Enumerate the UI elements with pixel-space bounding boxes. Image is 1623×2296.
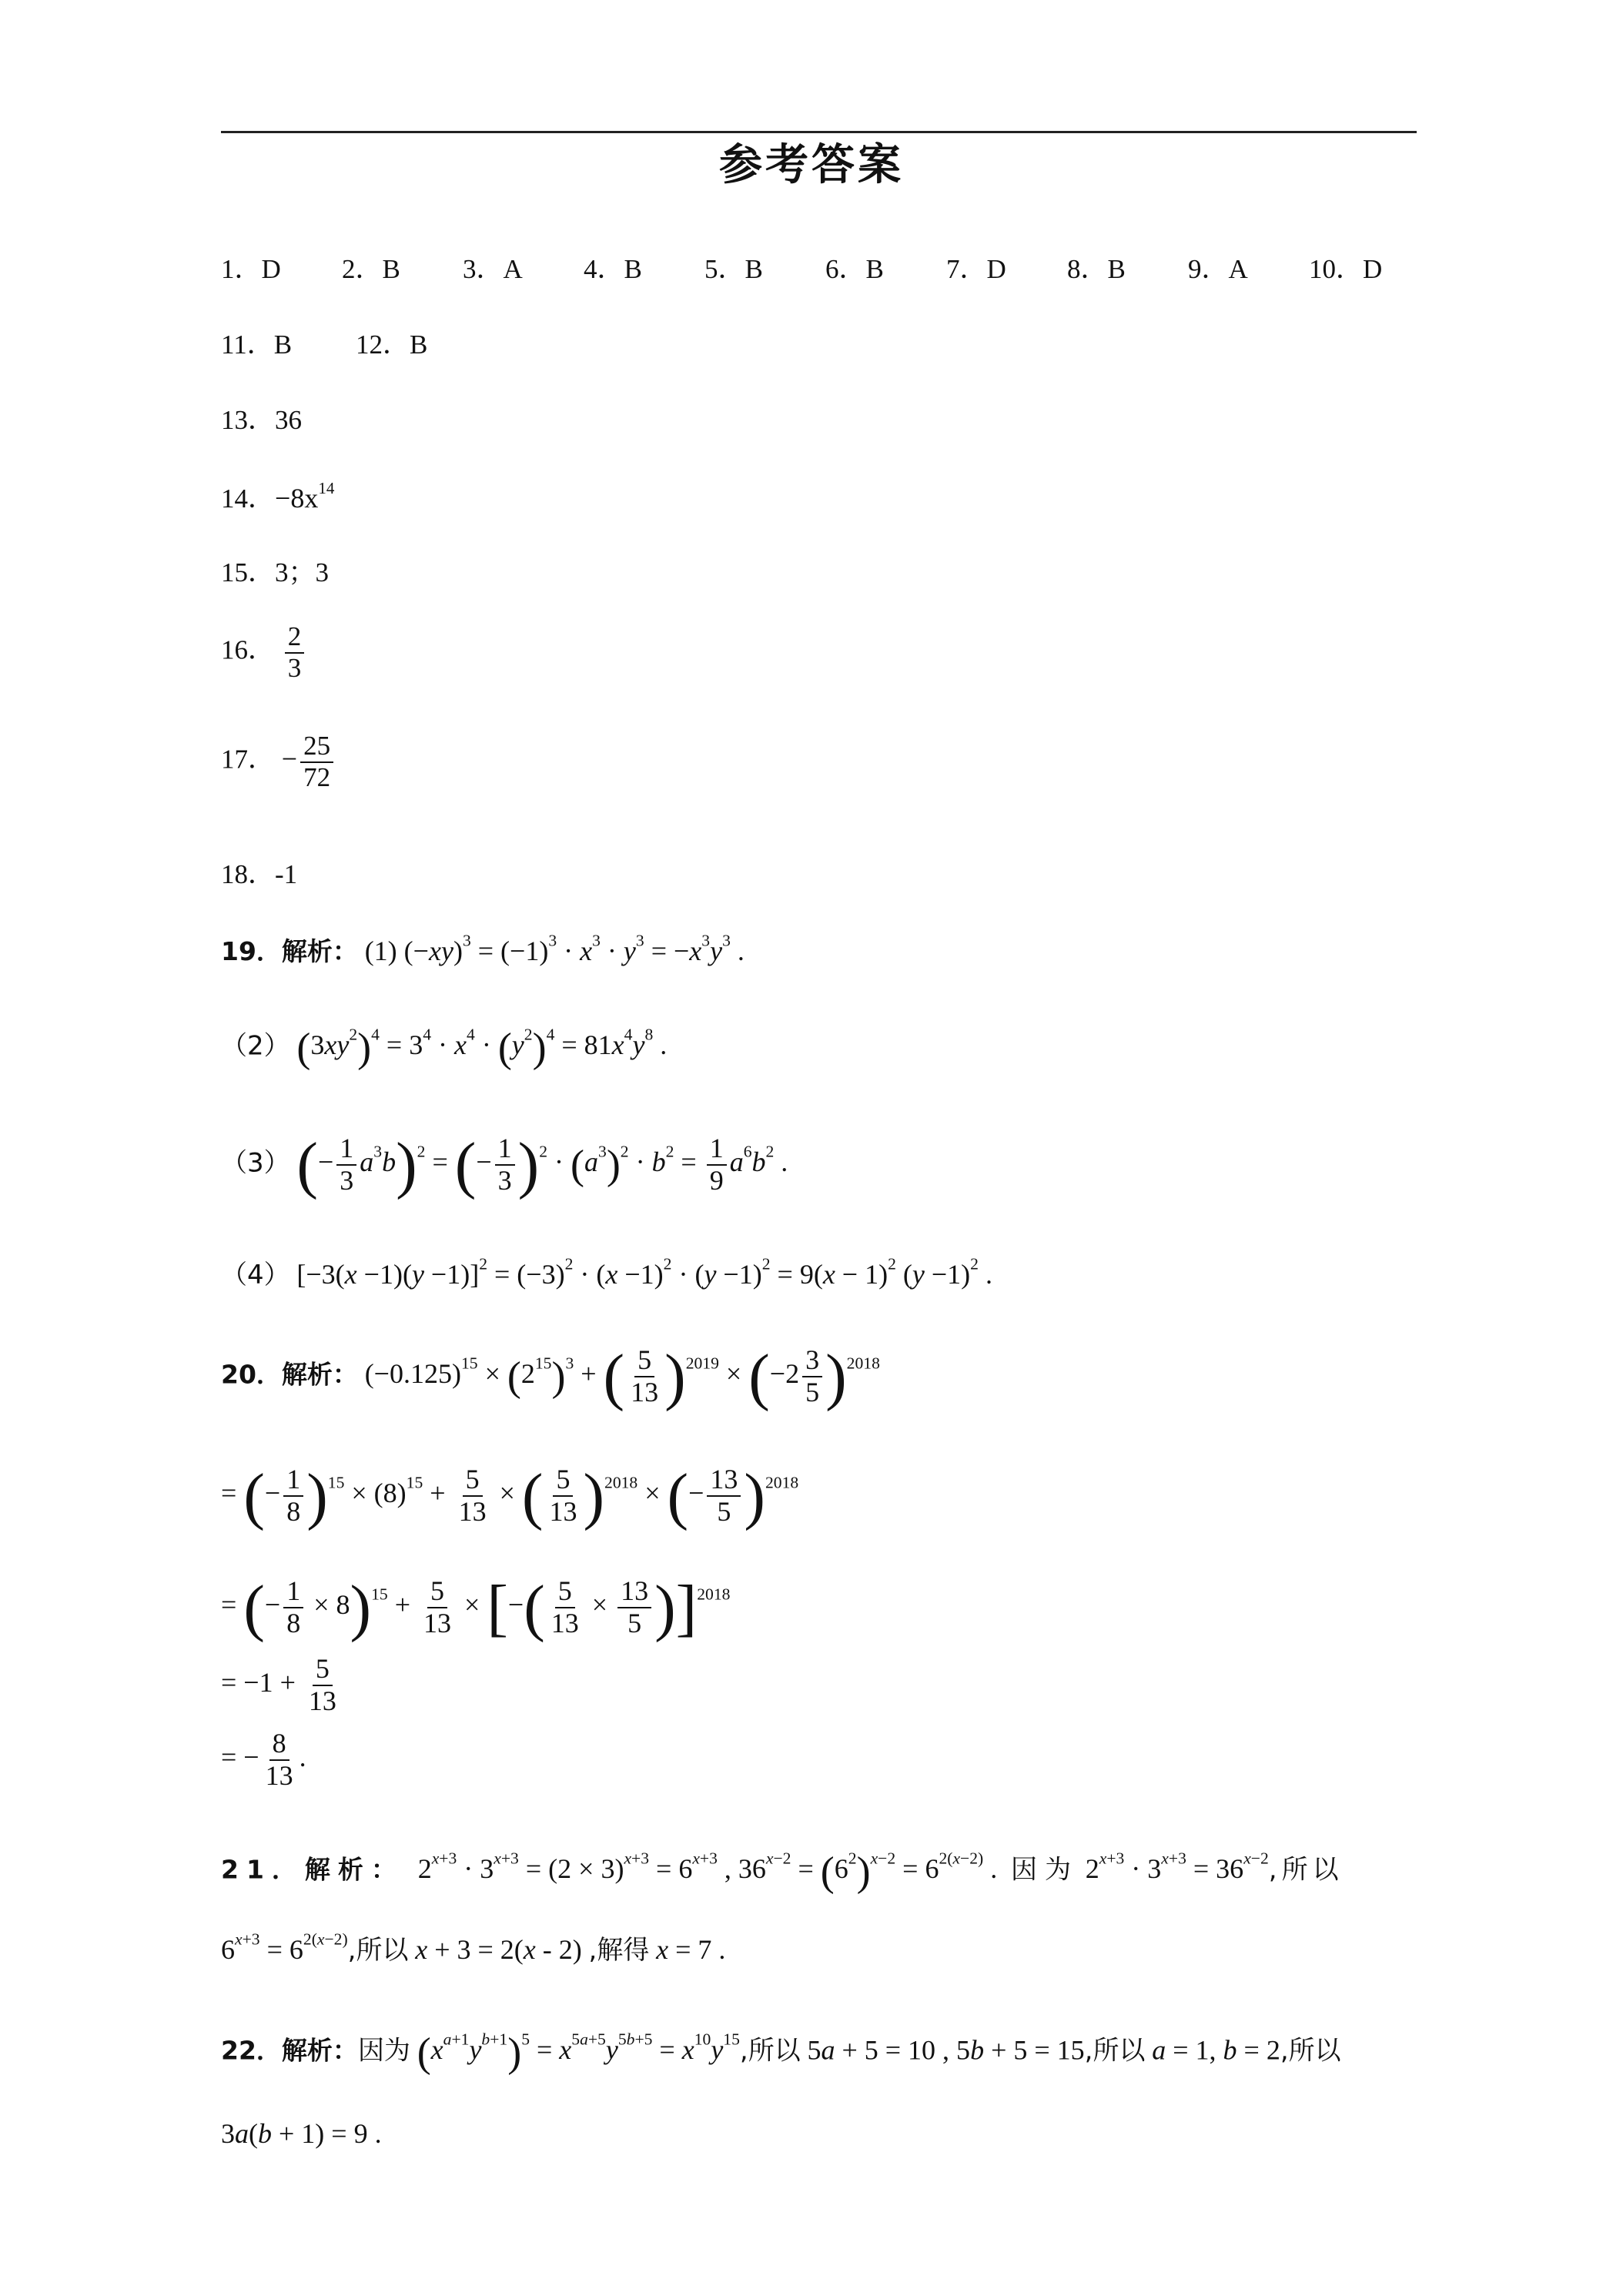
part-label: （4） [221,1260,290,1290]
text: 因为 [357,2035,410,2067]
text: ,解得 [588,1935,650,1966]
answer-exponent: 14 [318,479,335,498]
mc-answer: 4．B [584,254,642,284]
answer-number: 16． [221,634,276,665]
answer-expression: −8x [275,483,319,514]
mc-answer: 11．B [221,330,293,360]
mc-answer: 6．B [825,254,884,284]
part-label: （2） [221,1030,290,1062]
q19-part-2 [221,1024,667,1072]
q20-step-4 [221,1729,306,1791]
math-expression: = (− $\frac{1}{8}$ × 8)$^{15}$ + $\frac{5}{13}$ × [−( $\frac{5}{13}$ × $\frac{13}{5}$ )]$^{2018}$ [221,1572,731,1643]
q22-line-2 [221,2117,382,2150]
q20-step-3 [221,1654,343,1716]
mc-answers-row-1 [221,248,1430,286]
answer-number: 17． [221,744,276,775]
answer-14 [221,477,334,516]
math-expression: $2^{x+3} \cdot 3^{x+3} = 36^{x-2}$ [1085,1849,1269,1885]
text: ,所以 [1084,2035,1146,2067]
text: 因为 [1010,1854,1079,1886]
math-expression: $(x^{a+1}y^{b+1})^5 = x^{5a+5}y^{5b+5} = x^{10}y^{15}$ [417,2030,740,2076]
math-expression: x + 3 = 2(x - 2) [415,1934,582,1965]
q19-part-1 [221,932,745,968]
q20-step-2 [221,1571,730,1645]
math-expression: a = 1, b = 2 [1152,2034,1280,2066]
mc-answer: 7．D [946,254,1006,284]
text: ,所以 [739,2035,801,2067]
math-expression: $6^{x+3} = 6^{2(x-2)}$ [221,1930,348,1965]
mc-answer: 3．A [463,254,523,284]
answer-13: 13．36 [221,405,303,435]
math-expression: = −1 + $\frac{5}{13}$ [221,1653,336,1716]
math-expression: $(-0.125)^{15} \times (2^{15})^3$ + ( $\frac{5}{13}$ )$^{2019}$ × (−2 $\frac{3}{5}$ )$^{2018}$ [364,1341,880,1412]
mc-answers-row-2 [221,323,477,362]
question-label: 22．解析： [221,2035,358,2066]
math-expression: $(3xy^2)^4 = 3^4 \cdot x^4 \cdot (y^2)^4 = 81x^4y^8$ . [296,1025,668,1071]
answer-15: 15．3；3 [221,557,330,587]
mc-answer: 8．B [1067,254,1126,284]
q21-line-1 [221,1848,1344,1896]
part-label: （3） [221,1147,290,1179]
mc-answer: 2．B [342,254,400,284]
math-expression: $[-3(x -1)(y -1)]^2 = (-3)^2 \cdot (x -1)^2 \cdot (y -1)^2 = 9(x - 1)^2$ $(y -1)^2$ . [296,1254,992,1290]
math-expression: 5a + 5 = 10 , 5b + 5 = 15 [807,2034,1085,2066]
q19-part-4 [221,1253,992,1291]
answer-number: 14． [221,484,276,514]
math-expression: $2^{x+3} \cdot 3^{x+3} = (2 \times 3)^{x+3} = 6^{x+3}$ , $36^{x-2} = (6^2)^{x-2} = 6^{2(x-2)}$ . [410,1849,1005,1895]
page-title: 参考答案 [719,140,904,190]
q21-line-2 [221,1929,725,1966]
math-expression: = (− $\frac{1}{8}$ )$^{15} \times (8)^{15}$ + $\frac{5}{13}$ × ( $\frac{5}{13}$ )$^{2018}$ × (− $\frac{13}{5}$ )$^{2018}$ [221,1461,799,1531]
mc-answer: 10．D [1309,254,1383,284]
math-expression: x = 7 . [656,1934,726,1965]
text: ,所以 [1268,1854,1344,1886]
math-expression: = − $\frac{8}{13}$ . [221,1728,306,1791]
fraction: $\frac{25}{72}$ [300,731,333,792]
math-expression: 3a(b + 1) = 9 . [221,2118,382,2149]
mc-answer: 9．A [1188,254,1248,284]
mc-answer: 1．D [221,254,281,284]
math-expression: (1) $(-xy)^3 = (-1)^3 \cdot x^3 \cdot y^3 = -x^3y^3$ . [364,931,745,966]
q20-step-1 [221,1459,798,1533]
q20-statement [221,1340,880,1414]
q22-line-1 [221,2029,1341,2077]
mc-answer: 12．B [356,330,428,360]
question-label: 19．解析： [221,936,358,966]
answer-17: 17． − $\frac{25}{72}$ [221,731,336,792]
question-label: 20．解析： [221,1359,358,1390]
q19-part-3 [221,1128,788,1202]
fraction: $\frac{2}{3}$ [285,622,305,683]
mc-answer: 5．B [704,254,763,284]
text: ,所以 [1280,2035,1341,2067]
answer-18: 18．-1 [221,859,298,889]
math-expression: (− $\frac{1}{3}$ $a^3b)^2$ = (− $\frac{1}{3}$ )$^2 \cdot (a^3)^2 \cdot b^2$ = $\frac{1}{9}$ $a^6b^2$ . [296,1130,788,1200]
answer-16 [221,622,307,683]
question-label: 21．解析： [221,1854,404,1885]
text: ,所以 [347,1935,409,1966]
